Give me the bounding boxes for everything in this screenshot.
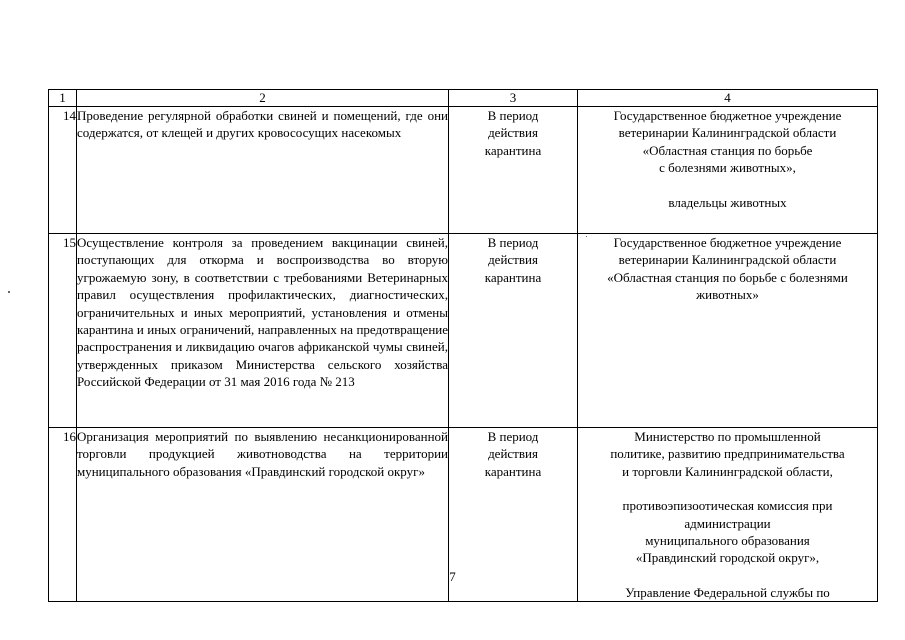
period-cell — [449, 107, 578, 234]
column-header-2: 2 — [77, 90, 449, 107]
period-line: карантина — [484, 269, 542, 285]
responsible-line: «Областная станция по борьбе — [642, 142, 813, 158]
responsible-cell — [578, 107, 878, 234]
period-line: действия — [488, 252, 538, 268]
responsible-line: Государственное бюджетное учреждение — [613, 235, 842, 250]
measures-table — [48, 89, 878, 602]
page-number: 7 — [449, 569, 456, 584]
period-line: действия — [488, 446, 538, 462]
table-row — [49, 107, 878, 234]
table-row — [49, 234, 878, 428]
responsible-line: политике, развитию предпринимательства — [610, 446, 845, 462]
period-line: В период — [487, 429, 539, 444]
responsible-cell — [578, 234, 878, 428]
column-header-4: 4 — [578, 90, 878, 107]
period-line: В период — [487, 108, 539, 123]
row-number: 16 — [49, 428, 77, 602]
scan-speck — [586, 236, 587, 237]
measure-description-text: Осуществление контроля за проведением вакцинации свиней, поступающих для откорма и воспроизводства во вторую угрожаемую зону, в соответствии с требованиями Ветеринарных правил осуществления профилактических, диагностических, ограничительных и иных мероприятий, установления и отмены карантина и иных ограничений, направленных на предотвращение распространения и ликвидацию очагов африканской чумы свиней, утвержденных приказом Министерства сельского хозяйства Российской Федерации от 31 мая 2016 года № 213 — [77, 235, 448, 390]
responsible-line: администрации — [684, 515, 771, 531]
responsible-line: животных» — [696, 287, 759, 303]
responsible-line: «Правдинский городской округ», — [635, 550, 820, 566]
line-gap — [578, 480, 877, 497]
responsible-line: ветеринарии Калининградской области — [618, 125, 837, 141]
responsible-line: владельцы животных — [668, 194, 787, 210]
responsible-line: и торговли Калининградской области, — [622, 463, 833, 479]
measure-description-text: Организация мероприятий по выявлению несанкционированной торговли продукцией животноводства на территории муниципального образования «Правдинский городской округ» — [77, 429, 448, 479]
measure-description — [77, 107, 449, 234]
period-line: карантина — [484, 463, 542, 479]
row-number: 15 — [49, 234, 77, 428]
scan-speck — [8, 291, 10, 293]
period-line: карантина — [484, 142, 542, 158]
row-number: 14 — [49, 107, 77, 234]
column-header-1: 1 — [49, 90, 77, 107]
column-header-3: 3 — [449, 90, 578, 107]
responsible-line: ветеринарии Калининградской области — [618, 252, 837, 268]
period-cell — [449, 234, 578, 428]
responsible-line: Министерство по промышленной — [634, 429, 821, 444]
responsible-line: противоэпизоотическая комиссия при — [622, 498, 833, 514]
responsible-line: с болезнями животных», — [659, 160, 796, 176]
responsible-line: «Областная станция по борьбе с болезнями — [607, 269, 848, 285]
line-gap — [578, 177, 877, 194]
period-line: В период — [487, 235, 539, 250]
table-header-row — [49, 90, 878, 107]
period-line: действия — [488, 125, 538, 141]
responsible-line: Государственное бюджетное учреждение — [613, 108, 842, 123]
measure-description — [77, 234, 449, 428]
responsible-line: Управление Федеральной службы по — [625, 584, 830, 600]
responsible-line: муниципального образования — [645, 533, 810, 549]
measure-description-text: Проведение регулярной обработки свиней и помещений, где они содержатся, от клещей и других кровососущих насекомых — [77, 108, 448, 141]
